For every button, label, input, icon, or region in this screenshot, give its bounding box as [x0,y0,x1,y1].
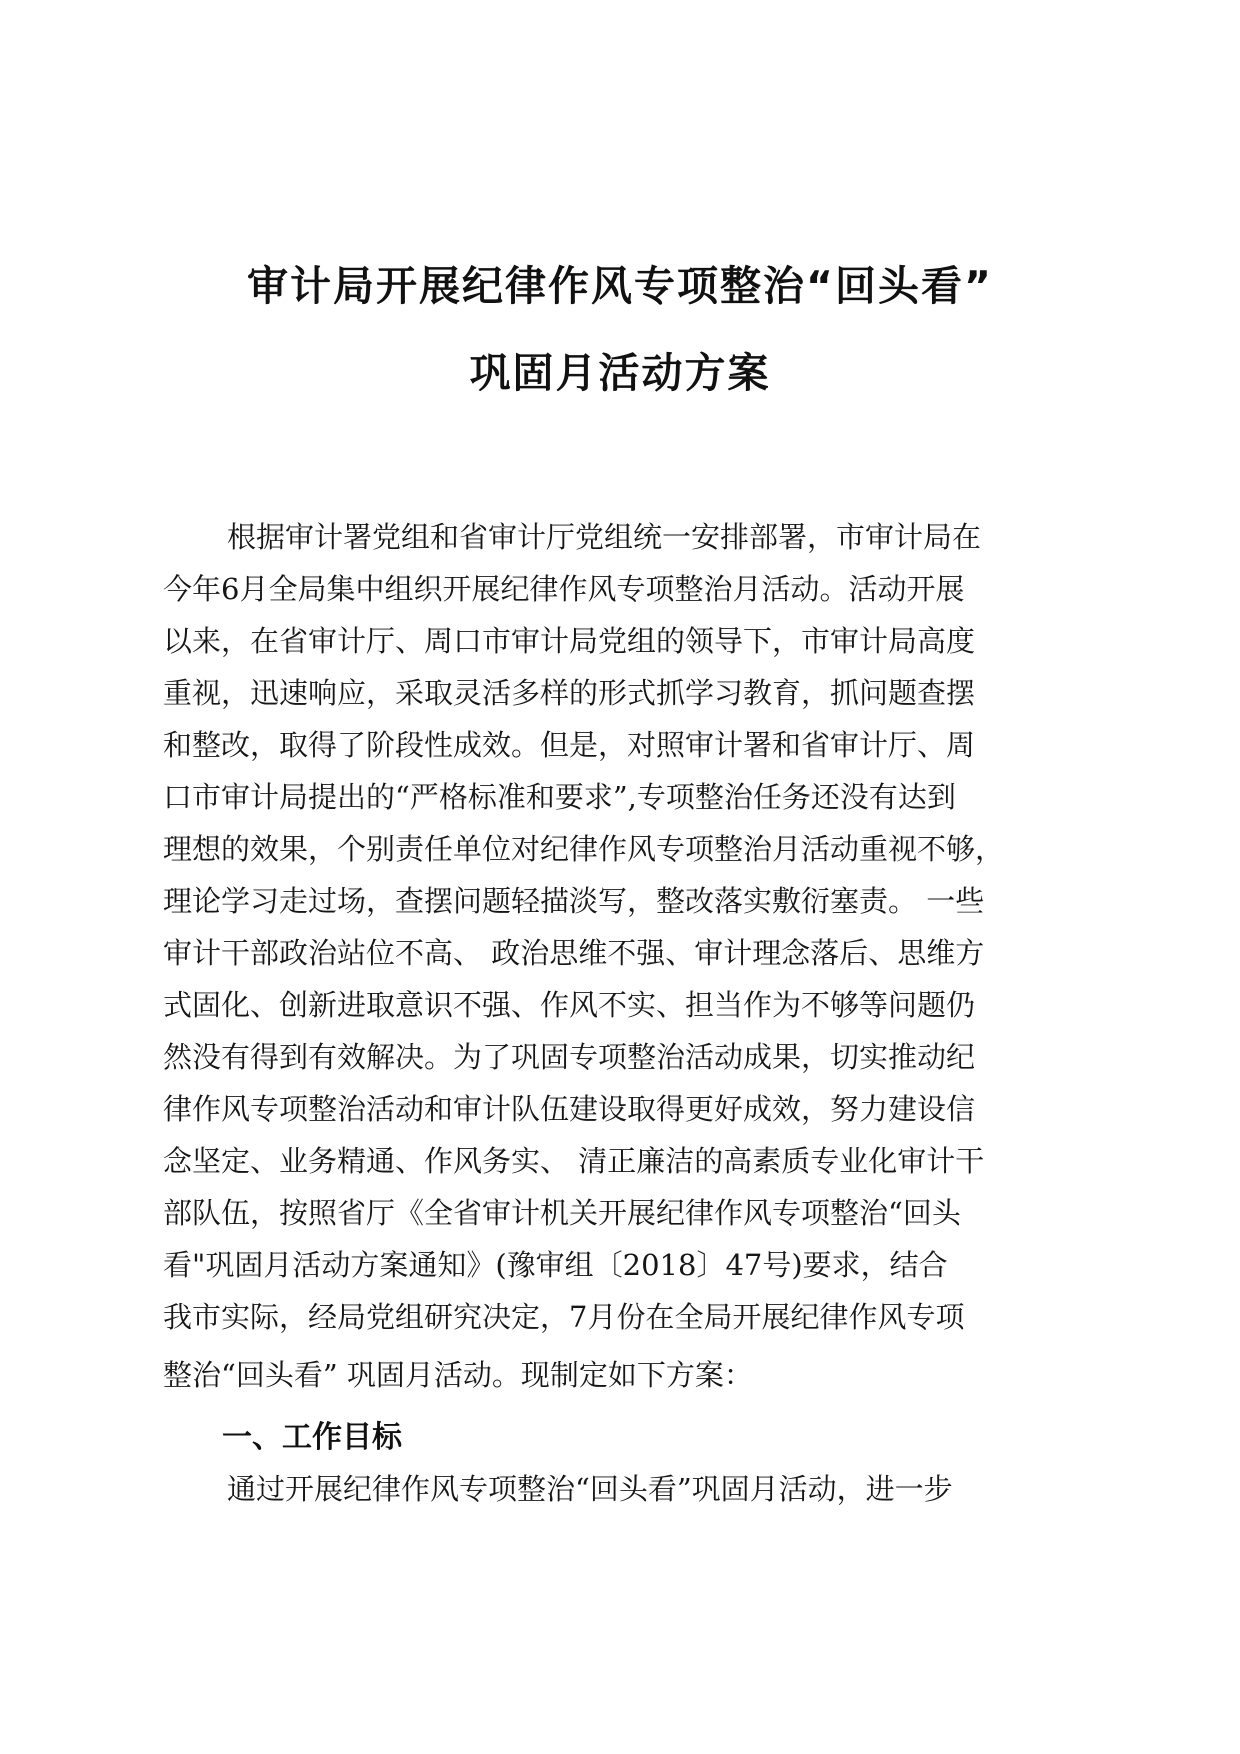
body-line: 整治“回头看” 巩固月活动。现制定如下方案： [163,1358,753,1392]
body-line: 根据审计署党组和省审计厅党组统一安排部署，市审计局在 [227,520,982,554]
body-line: 部队伍，按照省厅《全省审计机关开展纪律作风专项整治“回头 [163,1196,961,1230]
body-line: 看"巩固月活动方案通知》(豫审组〔2018〕47号)要求，结合 [163,1248,948,1282]
body-line: 重视，迅速响应，采取灵活多样的形式抓学习教育，抓问题查摆 [163,676,976,710]
section-heading: 一、工作目标 [222,1420,402,1455]
body-line: 口市审计局提出的“严格标准和要求”,专项整治任务还没有达到 [163,780,956,814]
body-line: 今年6月全局集中组织开展纪律作风专项整治月活动。活动开展 [163,572,965,606]
document-title-line-2: 巩固月活动方案 [469,349,771,397]
body-line: 理论学习走过场，查摆问题轻描淡写，整改落实敷衍塞责。 一些 [163,884,985,918]
body-line: 和整改，取得了阶段性成效。但是，对照审计署和省审计厅、周 [163,728,976,762]
body-line: 式固化、创新进取意识不强、作风不实、担当作为不够等问题仍 [163,988,976,1022]
body-line: 念坚定、业务精通、作风务实、 清正廉洁的高素质专业化审计干 [163,1144,985,1178]
body-line: 以来，在省审计厅、周口市审计局党组的领导下，市审计局高度 [163,624,976,658]
body-line: 我市实际，经局党组研究决定，7月份在全局开展纪律作风专项 [163,1300,965,1334]
body-line: 理想的效果，个别责任单位对纪律作风专项整治月活动重视不够， [163,832,1005,866]
document-title-line-1: 审计局开展纪律作风专项整治“回头看” [247,262,993,310]
body-line: 然没有得到有效解决。为了巩固专项整治活动成果，切实推动纪 [163,1040,976,1074]
body-line: 审计干部政治站位不高、 政治思维不强、审计理念落后、思维方 [163,936,985,970]
body-line: 律作风专项整治活动和审计队伍建设取得更好成效，努力建设信 [163,1092,976,1126]
section-first-line: 通过开展纪律作风专项整治“回头看”巩固月活动，进一步 [227,1472,953,1506]
